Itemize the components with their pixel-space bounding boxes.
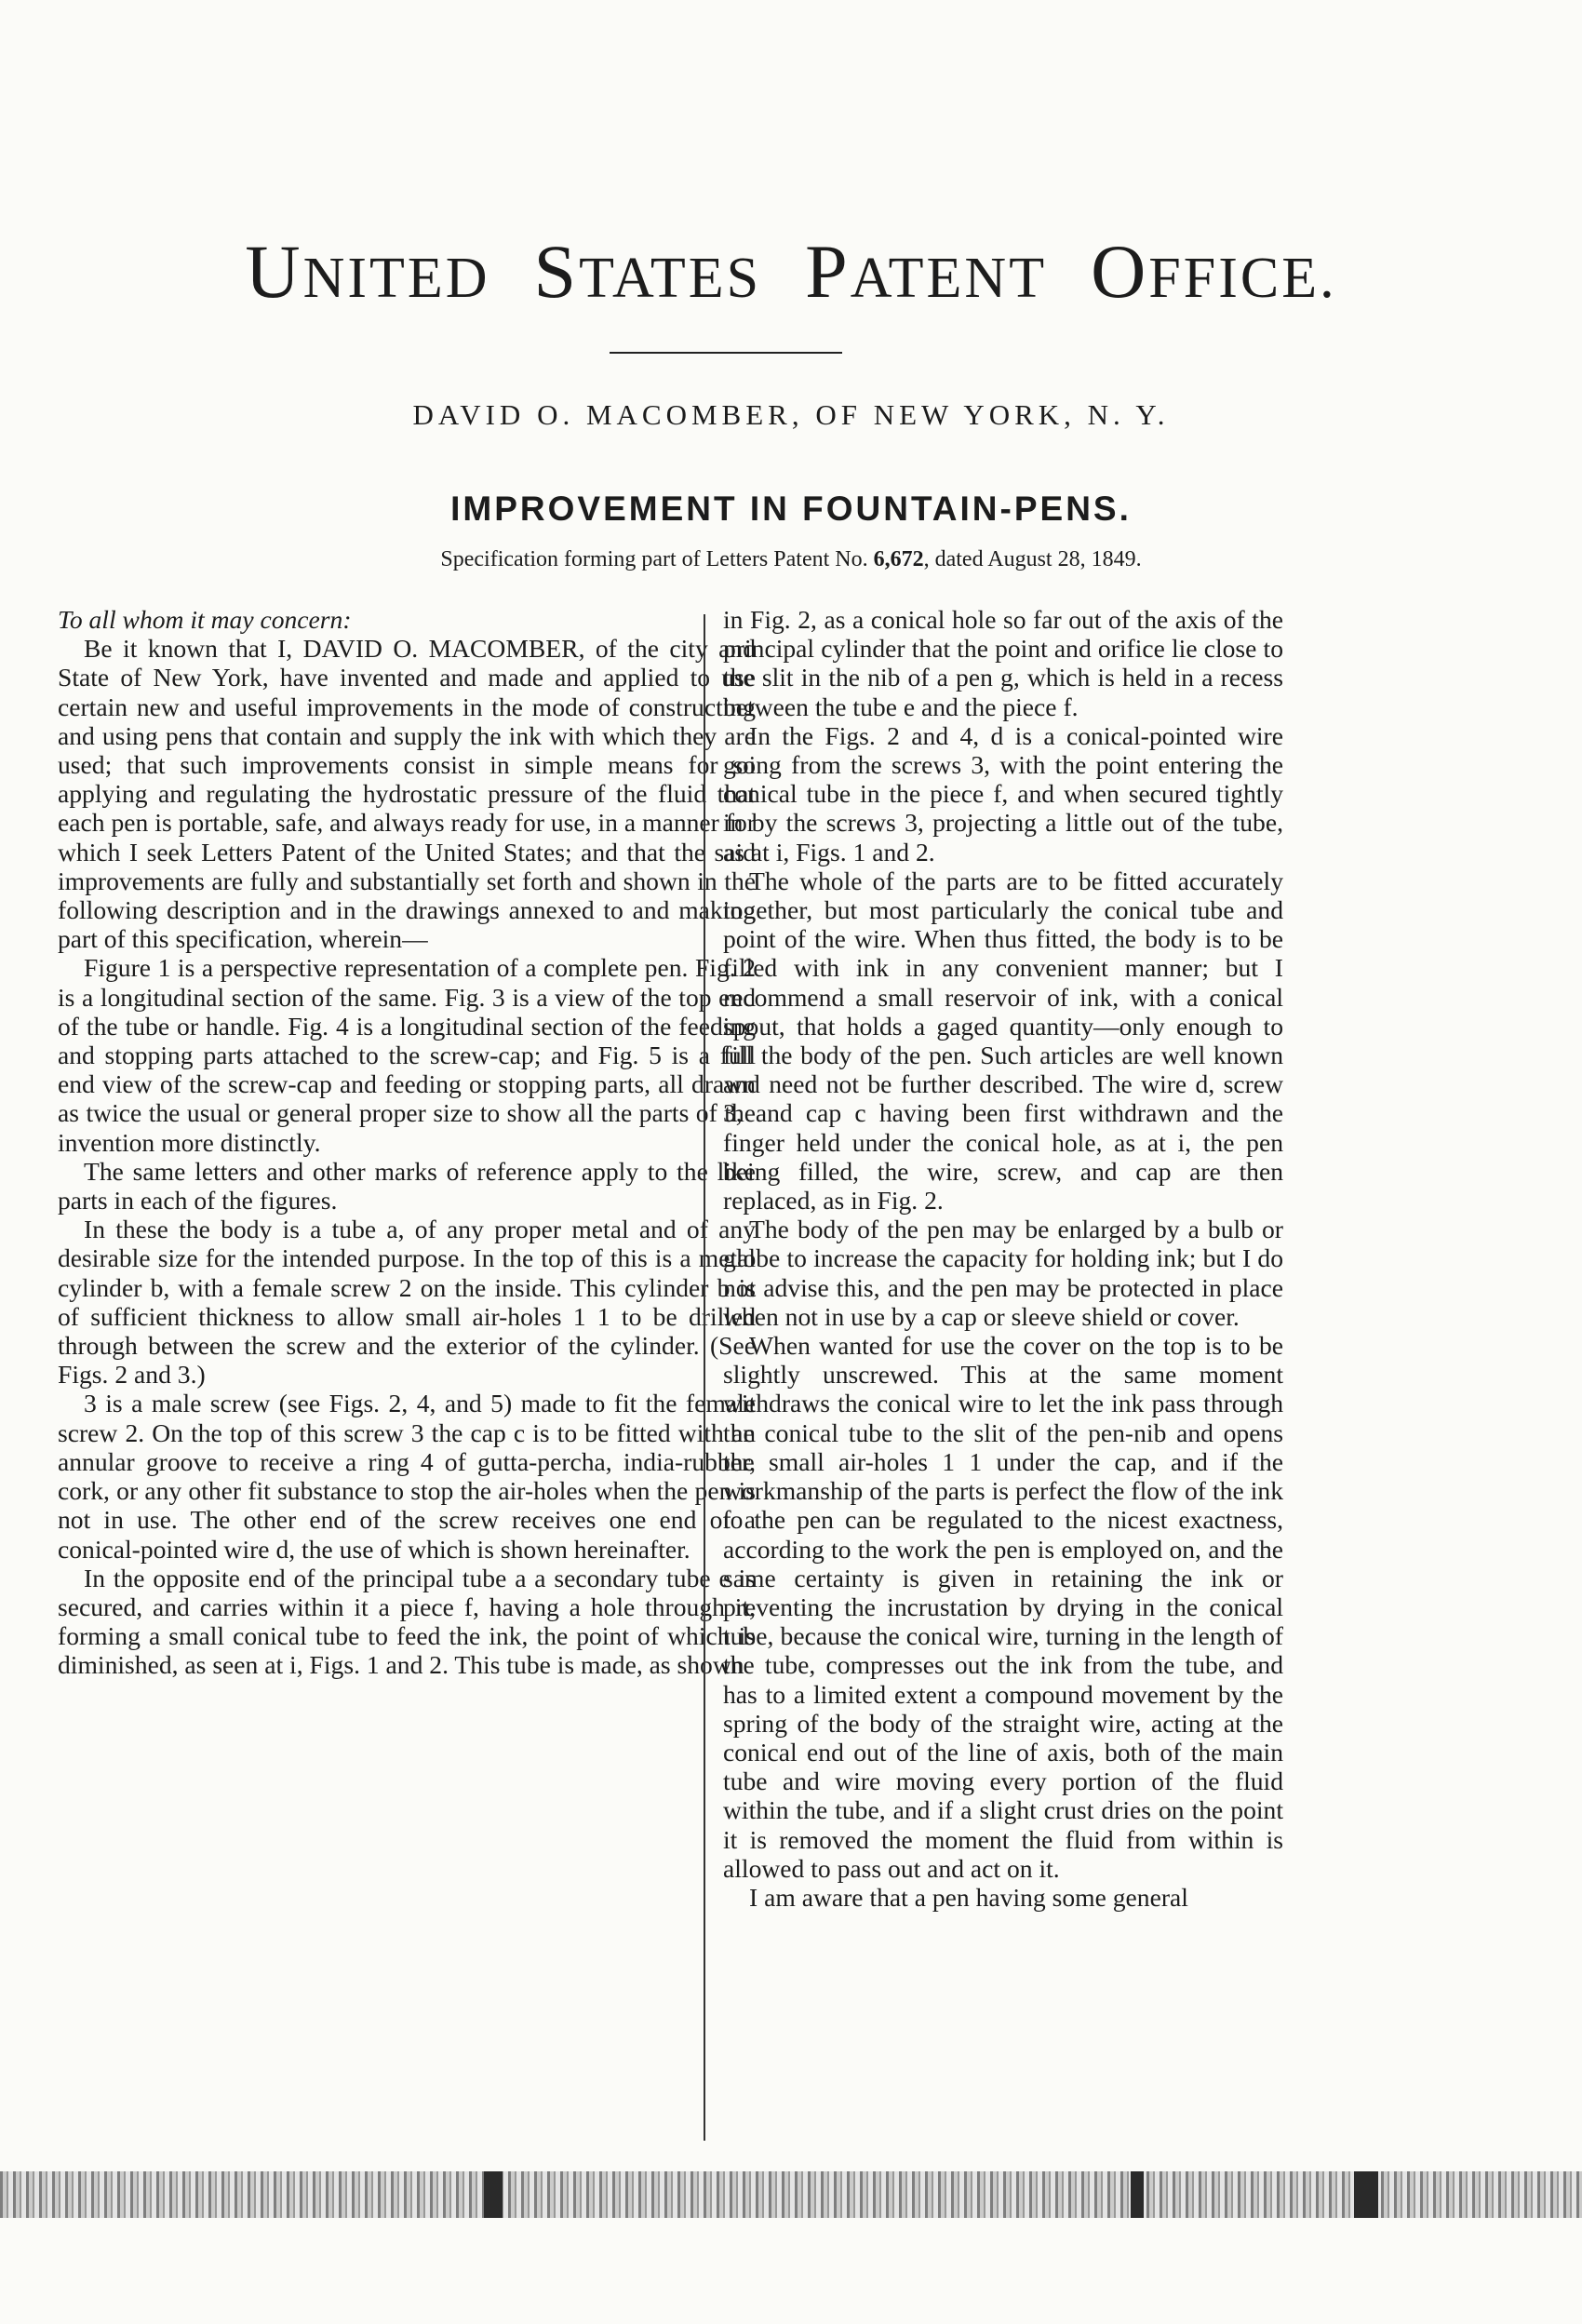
scan-edge-mark	[1131, 2171, 1144, 2218]
scan-edge-mark	[1354, 2171, 1378, 2218]
column-divider	[704, 614, 705, 2141]
paragraph: Be it known that I, DAVID O. MACOMBER, of the city and State of New York, have invented and made and applied to use certain new and useful improvements in the mode of constructing and using pens that contain and supply the ink with which they are used; that such improvements consist in simple means for so applying and regulating the hydrostatic pressure of the fluid that each pen is portable, safe, and always ready for use, in a manner for which I seek Letters Patent of the United States; and that the said improvements are fully and substantially set forth and shown in the following description and in the drawings annexed to and making part of this specification, wherein—	[58, 634, 756, 954]
paragraph: In the Figs. 2 and 4, d is a conical-pointed wire going from the screws 3, with the point entering the conical tube in the piece f, and when secured tightly in by the screws 3, projecting a little out of the tube, as at i, Figs. 1 and 2.	[723, 720, 1283, 866]
scan-edge-strip	[0, 2171, 1582, 2218]
office-title-initial-2: S	[533, 229, 580, 314]
office-title-initial-4: O	[1091, 229, 1149, 314]
paragraph: The whole of the parts are to be fitted accurately together, but most particularly the conical tube and point of the wire. When thus fitted, the body is to be filled with ink in any convenient manner; but I recommend a small reservoir of ink, with a conical spout, that holds a gaged quantity—only enough to fill the body of the pen. Such articles are well known and need not be further described. The wire d, screw 3, and cap c having been first withdrawn and the finger held under the conical hole, as at i, the pen being filled, the wire, screw, and cap are then replaced, as in Fig. 2.	[723, 866, 1283, 1216]
paragraph: The body of the pen may be enlarged by a bulb or globe to increase the capacity for holding ink; but I do not advise this, and the pen may be protected in place when not in use by a cap or sleeve shield or cover.	[723, 1215, 1283, 1331]
office-title-rest-3: ATENT	[850, 247, 1048, 310]
office-title-rest-2: TATES	[579, 247, 762, 310]
paragraph: I am aware that a pen having some general	[749, 1882, 1188, 1912]
paragraph: When wanted for use the cover on the top is to be slightly unscrewed. This at the same moment withdraws the conical wire to let the ink pass through the conical tube to the slit of the pen-nib and opens the small air-holes 1 1 under the cap, and if the workmanship of the parts is perfect the flow of the ink to the pen can be regulated to the nicest exactness, according to the work the pen is employed on, and the same certainty is given in retaining the ink or preventing the incrustation by drying in the conical tube, because the conical wire, turning in the length of the tube, compresses out the ink from the tube, and has to a limited extent a compound movement by the spring of the body of the straight wire, acting at the conical end out of the line of axis, both of the main tube and wire moving every portion of the fluid within the tube, and if a slight crust dries on the point it is removed the moment the fluid from within is allowed to pass out and act on it.	[723, 1331, 1283, 1883]
paragraph: In the opposite end of the principal tube a a secondary tube e is secured, and carries within it a piece f, having a hole through it, forming a small conical tube to feed the ink, the point of which is diminished, as seen at i, Figs. 1 and 2. This tube is made, as shown	[58, 1563, 756, 1680]
spec-prefix: Specification forming part of Letters Patent No.	[440, 547, 874, 571]
right-column	[723, 605, 1283, 1912]
paragraph: In these the body is a tube a, of any proper metal and of any desirable size for the intended purpose. In the top of this is a metal cylinder b, with a female screw 2 on the inside. This cylinder b is of sufficient thickness to allow small air-holes 1 1 to be drilled through between the screw and the exterior of the cylinder. (See Figs. 2 and 3.)	[58, 1215, 756, 1390]
specification-line	[0, 547, 1582, 572]
spec-suffix: , dated August 28, 1849.	[923, 547, 1142, 571]
invention-title: IMPROVEMENT IN FOUNTAIN-PENS.	[450, 490, 1132, 528]
patent-number: 6,672	[873, 547, 924, 571]
office-title-rest-1: NITED	[302, 247, 490, 310]
salutation: To all whom it may concern:	[58, 605, 352, 634]
office-title-initial-1: U	[245, 229, 303, 314]
header-divider	[610, 352, 842, 354]
office-title-rest-4: FFICE.	[1148, 247, 1337, 310]
paragraph: 3 is a male screw (see Figs. 2, 4, and 5) made to fit the female screw 2. On the top of this screw 3 the cap c is to be fitted with an annular groove to receive a ring 4 of gutta-percha, india-rubber, cork, or any other fit substance to stop the air-holes when the pen is not in use. The other end of the screw receives one end of a conical-pointed wire d, the use of which is shown hereinafter.	[58, 1389, 756, 1564]
left-column	[58, 605, 756, 1680]
paragraph: Figure 1 is a perspective representation of a complete pen. Fig. 2 is a longitudinal section of the same. Fig. 3 is a view of the top end of the tube or handle. Fig. 4 is a longitudinal section of the feeding and stopping parts attached to the screw-cap; and Fig. 5 is a full end view of the screw-cap and feeding or stopping parts, all drawn as twice the usual or general proper size to show all the parts of the invention more distinctly.	[58, 953, 756, 1157]
paragraph: The same letters and other marks of reference apply to the like parts in each of the figures.	[58, 1156, 756, 1216]
inventor-line: DAVID O. MACOMBER, OF NEW YORK, N. Y.	[412, 398, 1170, 431]
paragraph: in Fig. 2, as a conical hole so far out of the axis of the principal cylinder that the point and orifice lie close to the slit in the nib of a pen g, which is held in a recess between the tube e and the piece f.	[723, 605, 1283, 721]
office-title	[0, 228, 1582, 316]
office-title-initial-3: P	[805, 229, 851, 314]
scan-edge-mark	[484, 2171, 503, 2218]
